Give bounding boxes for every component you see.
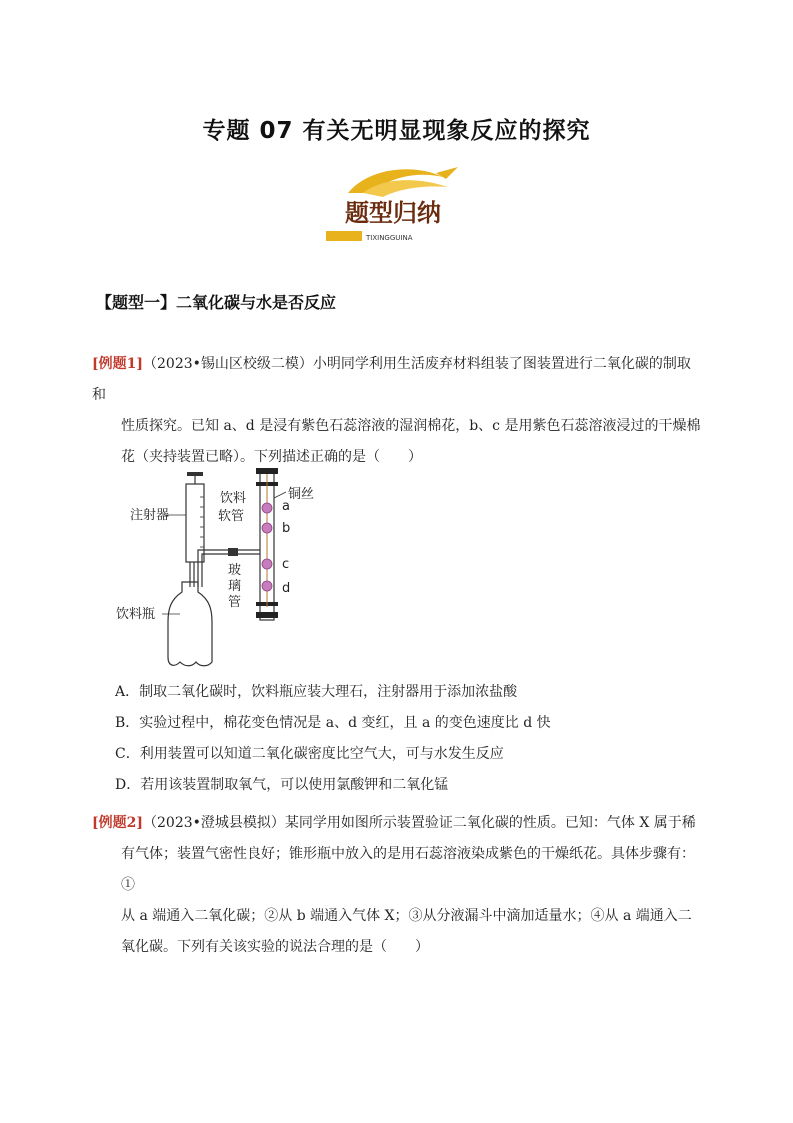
cotton-a xyxy=(262,503,272,513)
cotton-d xyxy=(262,581,272,591)
option-c: C．利用装置可以知道二氧化碳密度比空气大，可与水发生反应 xyxy=(115,746,504,762)
label-glass: 玻 xyxy=(228,563,242,578)
label-a: a xyxy=(282,499,290,514)
label-bottle: 饮料瓶 xyxy=(116,607,156,622)
section-heading: 【题型一】二氧化碳与水是否反应 xyxy=(96,293,337,312)
logo-subtext: TIXINGGUINA xyxy=(366,234,413,242)
logo xyxy=(318,163,468,247)
logo-text: 题型归纳 xyxy=(345,199,441,227)
option-d: D．若用该装置制取氧气，可以使用氯酸钾和二氧化锰 xyxy=(115,777,449,793)
option-b: B．实验过程中，棉花变色情况是 a、d 变红，且 a 的变色速度比 d 快 xyxy=(115,715,551,731)
apparatus-diagram xyxy=(110,462,350,672)
example-tag: [例题2] xyxy=(92,815,143,831)
page-title: 专题 07 有关无明显现象反应的探究 xyxy=(202,118,591,144)
svg-text:璃: 璃 xyxy=(228,579,242,594)
label-syringe: 注射器 xyxy=(130,508,170,523)
label-c: c xyxy=(282,557,290,572)
svg-text:软管: 软管 xyxy=(218,509,245,524)
bird-head-icon xyxy=(436,167,458,179)
example-tag: [例题1] xyxy=(92,356,143,372)
cotton-b xyxy=(262,523,272,533)
label-tube: 饮料 xyxy=(220,491,247,506)
label-d: d xyxy=(282,581,291,596)
example-2: [例题2]（2023•澄城县模拟）某同学用如图所示装置验证二氧化碳的性质。已知：气体 X 属于稀 有气体；装置气密性良好；锥形瓶中放入的是用石蕊溶液染成紫色的干燥纸花。具体步骤有：① 从 a 端通入二氧化碳；②从 b 端通入气体 X；③从分液漏斗中滴加适量水；④从 a 端通入二 氧化碳。下列有关该实验的说法合理的是（ ） xyxy=(92,815,696,955)
cotton-c xyxy=(262,559,272,569)
example-1: [例题1]（2023•锡山区校级二模）小明同学利用生活废弃材料组装了图装置进行二氧化碳的制取和 性质探究。已知 a、d 是浸有紫色石蕊溶液的湿润棉花，b、c 是用紫色石蕊溶液浸过的干燥棉 花（夹持装置已略）。下列描述正确的是（ ） xyxy=(92,356,701,465)
label-b: b xyxy=(282,521,291,536)
svg-text:管: 管 xyxy=(228,595,242,610)
option-a: A．制取二氧化碳时，饮料瓶应装大理石，注射器用于添加浓盐酸 xyxy=(115,684,518,700)
label-wire: 铜丝 xyxy=(288,487,315,502)
